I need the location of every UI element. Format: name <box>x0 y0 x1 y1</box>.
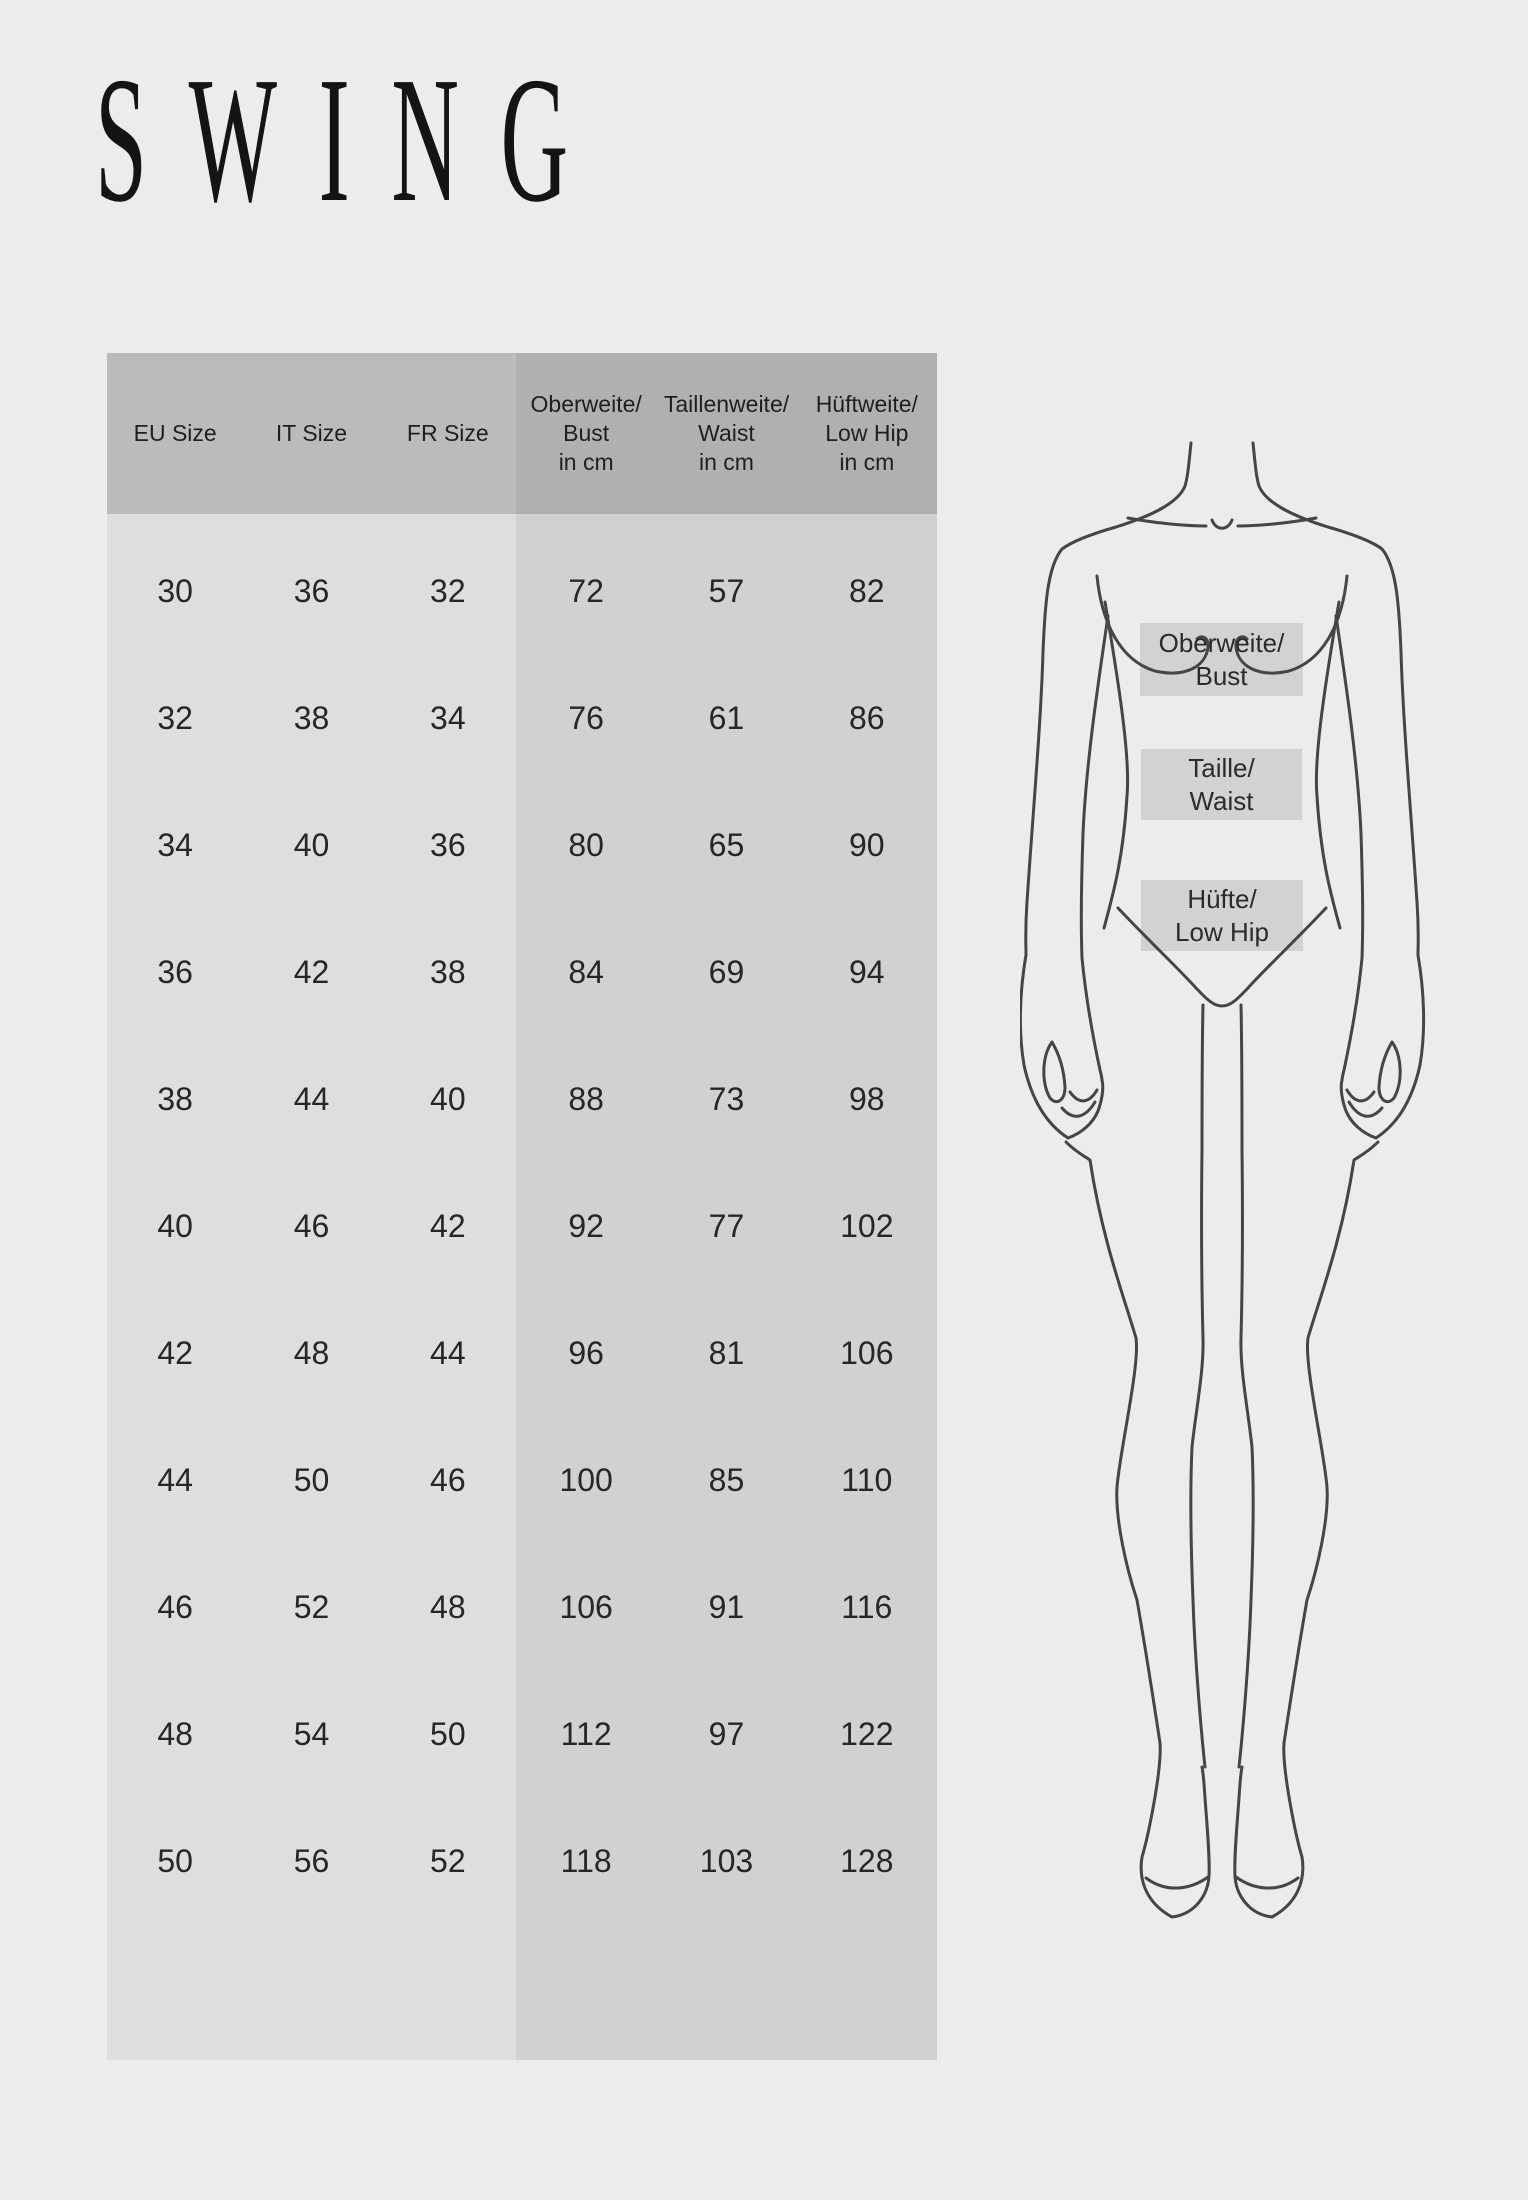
cell-low-hip: 86 <box>849 700 885 736</box>
brand-logo: SWING <box>95 40 610 239</box>
table-row <box>107 782 937 909</box>
cell-it-size: 56 <box>293 1843 330 1879</box>
table-header <box>107 353 937 514</box>
cell-low-hip: 94 <box>849 954 885 990</box>
cell-low-hip: 106 <box>840 1335 894 1371</box>
header-bust-subtitle: Bust <box>563 420 610 446</box>
header-cell-fr-size: FR Size <box>406 420 489 446</box>
header-waist-subtitle: Waist <box>698 420 755 446</box>
cell-fr-size: 46 <box>430 1462 466 1498</box>
table-row <box>107 1798 937 1925</box>
hip-label-line1: Hüfte/ <box>1187 883 1257 914</box>
cell-bust: 112 <box>560 1716 612 1752</box>
cell-waist: 69 <box>708 954 745 990</box>
header-waist-title: Taillenweite/ <box>663 391 790 417</box>
cell-fr-size: 52 <box>430 1843 466 1879</box>
body-figure-illustration <box>1020 430 1520 1940</box>
cell-it-size: 50 <box>293 1462 330 1498</box>
cell-waist: 61 <box>708 700 745 736</box>
cell-eu-size: 44 <box>157 1462 193 1498</box>
cell-it-size: 42 <box>293 954 330 990</box>
cell-eu-size: 36 <box>157 954 193 990</box>
cell-low-hip: 102 <box>840 1208 894 1244</box>
cell-eu-size: 46 <box>157 1589 193 1625</box>
cell-it-size: 44 <box>293 1081 330 1117</box>
cell-eu-size: 48 <box>157 1716 193 1752</box>
cell-bust: 96 <box>568 1335 604 1371</box>
cell-it-size: 54 <box>293 1716 330 1752</box>
cell-waist: 85 <box>708 1462 745 1498</box>
cell-eu-size: 30 <box>157 573 193 609</box>
header-cell-low-hip <box>797 353 937 514</box>
cell-low-hip: 98 <box>849 1081 885 1117</box>
cell-waist: 73 <box>708 1081 745 1117</box>
cell-eu-size: 38 <box>157 1081 193 1117</box>
cell-bust: 76 <box>568 700 604 736</box>
cell-eu-size: 34 <box>157 827 193 863</box>
table-row <box>107 1417 937 1544</box>
size-table <box>107 353 937 2060</box>
cell-fr-size: 44 <box>430 1335 466 1371</box>
bust-label-line2: Bust <box>1195 660 1248 691</box>
cell-waist: 57 <box>708 573 745 609</box>
cell-bust: 84 <box>568 954 604 990</box>
cell-waist: 81 <box>708 1335 745 1371</box>
cell-eu-size: 50 <box>157 1843 193 1879</box>
cell-bust: 118 <box>560 1843 612 1879</box>
cell-it-size: 38 <box>293 700 330 736</box>
header-cell-bust <box>516 353 656 514</box>
cell-low-hip: 128 <box>840 1843 894 1879</box>
cell-waist: 65 <box>708 827 745 863</box>
hip-label <box>1141 880 1303 951</box>
cell-fr-size: 40 <box>430 1081 466 1117</box>
table-row <box>107 655 937 782</box>
cell-eu-size: 40 <box>157 1208 193 1244</box>
cell-it-size: 46 <box>293 1208 330 1244</box>
cell-it-size: 36 <box>293 573 330 609</box>
cell-fr-size: 48 <box>430 1589 466 1625</box>
table-row <box>107 909 937 1036</box>
cell-waist: 97 <box>708 1716 745 1752</box>
bust-label <box>1140 623 1303 696</box>
cell-it-size: 48 <box>293 1335 330 1371</box>
cell-eu-size: 32 <box>157 700 193 736</box>
table-row <box>107 1163 937 1290</box>
cell-fr-size: 38 <box>430 954 466 990</box>
cell-fr-size: 50 <box>430 1716 466 1752</box>
cell-waist: 77 <box>708 1208 745 1244</box>
cell-low-hip: 116 <box>841 1589 893 1625</box>
cell-waist: 103 <box>699 1843 754 1879</box>
cell-bust: 80 <box>568 827 604 863</box>
table-row <box>107 1544 937 1671</box>
cell-low-hip: 82 <box>849 573 885 609</box>
header-hip-unit: in cm <box>839 449 895 475</box>
cell-bust: 92 <box>568 1208 604 1244</box>
cell-eu-size: 42 <box>157 1335 193 1371</box>
cell-bust: 106 <box>559 1589 613 1625</box>
header-cell-it-size: IT Size <box>275 420 348 446</box>
header-bust-unit: in cm <box>558 449 614 475</box>
cell-fr-size: 42 <box>430 1208 466 1244</box>
waist-label <box>1141 749 1302 820</box>
header-bust-title: Oberweite/ <box>530 391 642 417</box>
table-header-measurements <box>516 353 937 514</box>
header-hip-subtitle: Low Hip <box>825 420 909 446</box>
header-cell-waist <box>656 353 796 514</box>
header-cell-eu-size: EU Size <box>133 420 217 446</box>
table-row <box>107 1290 937 1417</box>
table-header-sizes <box>107 353 516 514</box>
cell-low-hip: 122 <box>840 1716 894 1752</box>
waist-label-line1: Taille/ <box>1188 752 1255 783</box>
cell-fr-size: 36 <box>430 827 466 863</box>
cell-bust: 72 <box>568 573 604 609</box>
table-body <box>107 514 937 1925</box>
table-row <box>107 1671 937 1798</box>
cell-low-hip: 110 <box>841 1462 893 1498</box>
table-row <box>107 528 937 655</box>
cell-it-size: 52 <box>293 1589 330 1625</box>
cell-bust: 88 <box>568 1081 604 1117</box>
cell-low-hip: 90 <box>849 827 885 863</box>
cell-fr-size: 34 <box>430 700 466 736</box>
cell-waist: 91 <box>708 1589 745 1625</box>
waist-label-line2: Waist <box>1189 785 1254 816</box>
header-hip-title: Hüftweite/ <box>815 391 918 417</box>
cell-fr-size: 32 <box>430 573 466 609</box>
cell-bust: 100 <box>559 1462 613 1498</box>
table-row <box>107 1036 937 1163</box>
header-waist-unit: in cm <box>699 449 754 475</box>
cell-it-size: 40 <box>293 827 330 863</box>
hip-label-line2: Low Hip <box>1175 916 1269 947</box>
bust-label-line1: Oberweite/ <box>1158 627 1285 658</box>
